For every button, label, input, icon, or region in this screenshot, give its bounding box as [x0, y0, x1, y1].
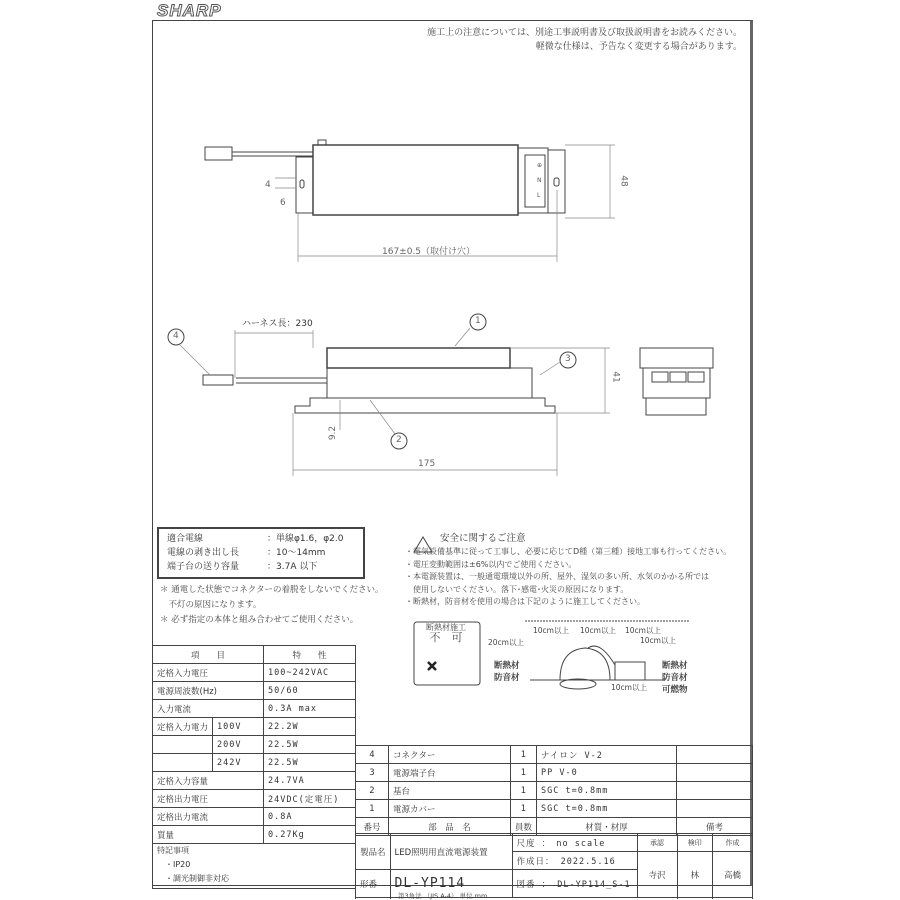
caution-line: 不灯の原因になります。 — [160, 600, 262, 610]
caution-line: ＊ 必ず指定の本体と組み合わせてご使用ください。 — [160, 615, 359, 625]
part-qty: 1 — [511, 764, 537, 782]
date: 作成日： 2022.5.16 — [512, 852, 637, 870]
side-view — [168, 314, 610, 476]
approver: 寺沢 — [637, 852, 677, 898]
safety-item: ・電圧変動範囲は±6%以内でご使用ください。 — [405, 559, 577, 569]
clearance-10: 10cm以上 — [640, 636, 676, 645]
spec-key: 定格出力電圧 — [153, 790, 264, 808]
title-block — [355, 833, 753, 898]
table-row — [356, 782, 753, 800]
footer-note: 第3角法 （JIS A-4） 単位 mm — [398, 892, 488, 900]
part-qty: 1 — [511, 800, 537, 818]
callout-4: 4 — [173, 331, 179, 341]
header-no: 番号 — [356, 818, 389, 836]
drawing-number: 図番 ： DL-YP114_S-1 — [512, 870, 637, 898]
label: 断熱材 — [494, 661, 520, 671]
table-row — [356, 800, 753, 818]
remark: ・調光制御非対応 — [165, 874, 229, 883]
left-material-label — [494, 660, 520, 684]
table-row — [356, 746, 753, 764]
spec-sub: 200V — [213, 736, 264, 754]
part-name: 電源カバー — [389, 800, 511, 818]
spec-key: 定格入力電圧 — [153, 664, 264, 682]
terminal-labels — [537, 158, 542, 203]
safety-item: 使用しないでください。落下･感電･火災の原因になります。 — [405, 584, 629, 594]
spec-value: 0.27Kg — [264, 826, 356, 844]
checker: 林 — [677, 852, 712, 898]
spec-key: 質量 — [153, 826, 264, 844]
spec-sub: 100V — [213, 718, 264, 736]
label: 可燃物 — [662, 685, 688, 695]
header-material: 材質・材厚 — [537, 818, 677, 836]
spec-sub: 242V — [213, 754, 264, 772]
header-qty: 員数 — [511, 818, 537, 836]
clearance-20: 20cm以上 — [488, 638, 524, 647]
remark: ・IP20 — [165, 860, 191, 869]
spec-value: 22.5W — [264, 736, 356, 754]
dim-length-175: 175 — [418, 459, 436, 469]
terminal-n: N — [537, 177, 542, 184]
table-row — [153, 682, 356, 700]
clearance-10: 10cm以上 — [533, 626, 569, 635]
spec-header: 項 目 — [153, 646, 264, 664]
part-material: SGC t=0.8mm — [537, 800, 677, 818]
callout-1: 1 — [475, 316, 481, 326]
spec-value: 0.3A max — [264, 700, 356, 718]
table-row — [153, 754, 356, 772]
spec-table — [152, 645, 356, 889]
table-row — [153, 826, 356, 844]
part-name: コネクター — [389, 746, 511, 764]
product-label: 製品名 — [356, 834, 391, 870]
sharp-logo: SHARP — [157, 1, 222, 20]
clearance-10: 10cm以上 — [580, 626, 616, 635]
safety-item: ・本電源装置は、一般通電環境以外の所、屋外、湿気の多い所、水気のかかる所では — [405, 572, 709, 581]
header-remarks: 備考 — [677, 818, 753, 836]
safety-item: ・電気設備基準に従って工事し、必要に応じてD種（第三種）接地工事も行ってください。 — [405, 547, 732, 556]
header-note: 軽微な仕様は、予告なく変更する場合があります。 — [535, 42, 742, 52]
badge-title: 断熱材施工 — [426, 623, 466, 632]
no-insulation-badge — [426, 623, 466, 643]
dim-edge: 6 — [280, 198, 286, 208]
spec-value: 22.2W — [264, 718, 356, 736]
spec-value: 22.5W — [264, 754, 356, 772]
remarks-title: 特記事項 — [157, 846, 189, 855]
part-no: 3 — [356, 764, 389, 782]
spec-header: 特 性 — [264, 646, 356, 664]
table-row — [153, 736, 356, 754]
safety-title: 安全に関するご注意 — [440, 533, 526, 544]
model-number: DL-YP114 — [390, 870, 512, 898]
wire-spec-value: ：3.7A 以下 — [267, 562, 318, 572]
callout-3: 3 — [565, 354, 571, 364]
spec-key: 電源周波数(Hz) — [153, 682, 264, 700]
part-no: 2 — [356, 782, 389, 800]
callout-2: 2 — [396, 435, 402, 445]
table-row — [153, 700, 356, 718]
approve-header: 承認 — [637, 834, 677, 852]
header-note: 施工上の注意については、別途工事説明書及び取扱説明書をお読みください。 — [427, 28, 742, 38]
spec-key: 入力電流 — [153, 700, 264, 718]
label: 防音材 — [494, 673, 520, 683]
table-row — [356, 764, 753, 782]
table-row — [153, 790, 356, 808]
spec-key: 定格入力容量 — [153, 772, 264, 790]
part-material: SGC t=0.8mm — [537, 782, 677, 800]
part-name: 基台 — [389, 782, 511, 800]
wire-spec-key: 適合電線 — [167, 534, 204, 544]
safety-list — [405, 546, 731, 609]
part-qty: 1 — [511, 782, 537, 800]
caution-line: ＊ 通電した状態でコネクターの着脱をしないでください。 — [160, 585, 384, 595]
dim-base: 9.2 — [328, 425, 339, 441]
dim-height-41: 41 — [610, 371, 621, 383]
spec-value: 50/60 — [264, 682, 356, 700]
model-label: 形番 — [356, 870, 391, 898]
label: 防音材 — [662, 673, 688, 683]
create-header: 作成 — [712, 834, 752, 852]
spec-value: 24VDC(定電圧) — [264, 790, 356, 808]
safety-item: ・断熱材，防音材を使用の場合は下記のように施工してください。 — [405, 597, 645, 606]
clearance-10: 10cm以上 — [611, 683, 647, 692]
wire-spec-box — [157, 527, 365, 579]
terminal-ground: ⊕ — [537, 162, 543, 169]
part-material: ナイロン V-2 — [537, 746, 677, 764]
end-view — [640, 348, 713, 415]
spec-key: 定格入力電力 — [153, 718, 213, 736]
clearance-10: 10cm以上 — [625, 626, 661, 635]
badge-status: 不 可 — [429, 631, 463, 644]
spec-value: 0.8A — [264, 808, 356, 826]
table-row — [153, 808, 356, 826]
dim-height-48: 48 — [618, 175, 629, 187]
part-name: 電源端子台 — [389, 764, 511, 782]
table-row — [153, 772, 356, 790]
wire-spec-key: 電線の剥き出し長 — [167, 548, 240, 558]
product-name: LED照明用直流電源装置 — [390, 834, 512, 870]
spec-value: 100~242VAC — [264, 664, 356, 682]
remarks-cell — [153, 844, 356, 889]
dim-hole: 4 — [265, 180, 271, 190]
label: 断熱材 — [662, 661, 688, 671]
parts-table — [355, 745, 753, 836]
wire-spec-value: ：単線φ1.6，φ2.0 — [267, 534, 344, 544]
wire-spec-value: ：10〜14mm — [267, 548, 326, 558]
part-material: PP V-0 — [537, 764, 677, 782]
check-header: 検印 — [677, 834, 712, 852]
part-no: 4 — [356, 746, 389, 764]
wire-spec-key: 端子台の送り容量 — [167, 562, 240, 572]
table-row — [153, 718, 356, 736]
cautions — [160, 583, 384, 628]
terminal-l: L — [537, 192, 541, 199]
right-material-label — [662, 660, 688, 696]
spec-key: 定格出力電流 — [153, 808, 264, 826]
part-remark — [677, 746, 753, 764]
dim-length-167: 167±0.5（取付け穴） — [382, 247, 476, 257]
part-no: 1 — [356, 800, 389, 818]
spec-value: 24.7VA — [264, 772, 356, 790]
part-qty: 1 — [511, 746, 537, 764]
creator: 高橋 — [712, 852, 752, 898]
harness-length: ハーネス長：230 — [242, 319, 313, 329]
table-row — [153, 664, 356, 682]
header-name: 部 品 名 — [389, 818, 511, 836]
scale: 尺度 ： no scale — [512, 834, 637, 852]
